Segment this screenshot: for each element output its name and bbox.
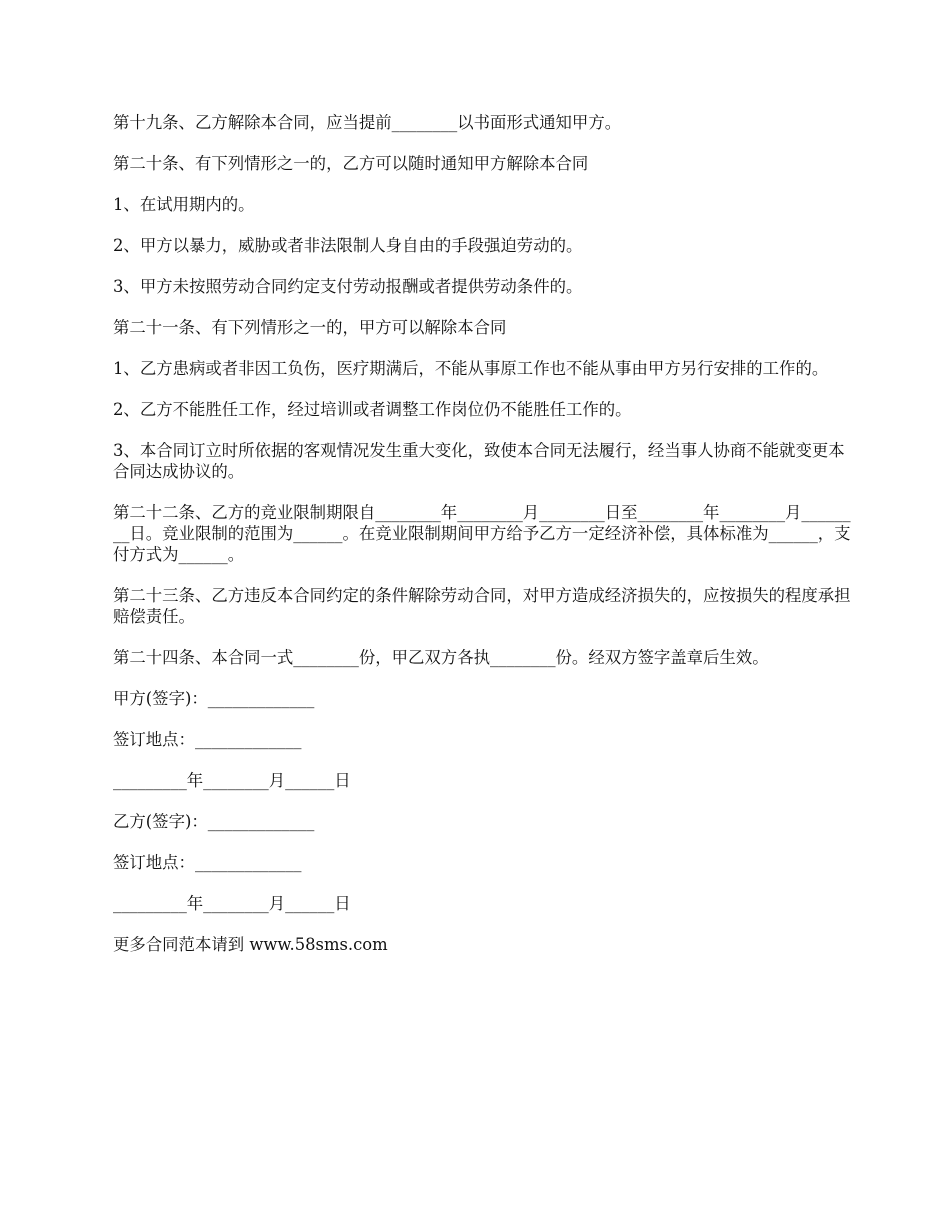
clause-20-item-2: 2、甲方以暴力，威胁或者非法限制人身自由的手段强迫劳动的。	[113, 236, 583, 255]
clause-19: 第十九条、乙方解除本合同，应当提前________以书面形式通知甲方。	[113, 113, 622, 132]
clause-24: 第二十四条、本合同一式________份，甲乙双方各执________份。经双方签字盖章后生效。	[113, 648, 769, 667]
party-b-signature: 乙方(签字)：_____________	[113, 812, 315, 831]
party-a-signature: 甲方(签字)：_____________	[113, 689, 315, 708]
clause-20: 第二十条、有下列情形之一的，乙方可以随时通知甲方解除本合同	[113, 154, 589, 173]
clause-23: 第二十三条、乙方违反本合同约定的条件解除劳动合同，对甲方造成经济损失的，应按损失的程度承担赔偿责任。	[113, 586, 851, 626]
clause-21: 第二十一条、有下列情形之一的，甲方可以解除本合同	[113, 318, 507, 337]
clause-20-item-3: 3、甲方未按照劳动合同约定支付劳动报酬或者提供劳动条件的。	[113, 277, 583, 296]
clause-21-item-2: 2、乙方不能胜任工作，经过培训或者调整工作岗位仍不能胜任工作的。	[113, 400, 632, 419]
footer-note: 更多合同范本请到 www.58sms.com	[113, 935, 388, 954]
party-b-sign-place: 签订地点：_____________	[113, 853, 302, 872]
party-b-sign-date: _________年________月______日	[113, 894, 351, 913]
clause-22: 第二十二条、乙方的竞业限制期限自________年________月________日至________年________月________日。竞业限制的范围为______。在竞业限制期间甲方给予乙方一定经济补偿，具体标准为______，支付方式为______。	[113, 503, 851, 564]
contract-text	[113, 112, 853, 975]
clause-20-item-1: 1、在试用期内的。	[113, 195, 255, 214]
clause-21-item-1: 1、乙方患病或者非因工负伤，医疗期满后，不能从事原工作也不能从事由甲方另行安排的工作的。	[113, 359, 829, 378]
party-a-sign-date: _________年________月______日	[113, 771, 351, 790]
clause-21-item-3: 3、本合同订立时所依据的客观情况发生重大变化，致使本合同无法履行，经当事人协商不能就变更本合同达成协议的。	[113, 441, 845, 481]
party-a-sign-place: 签订地点：_____________	[113, 730, 302, 749]
